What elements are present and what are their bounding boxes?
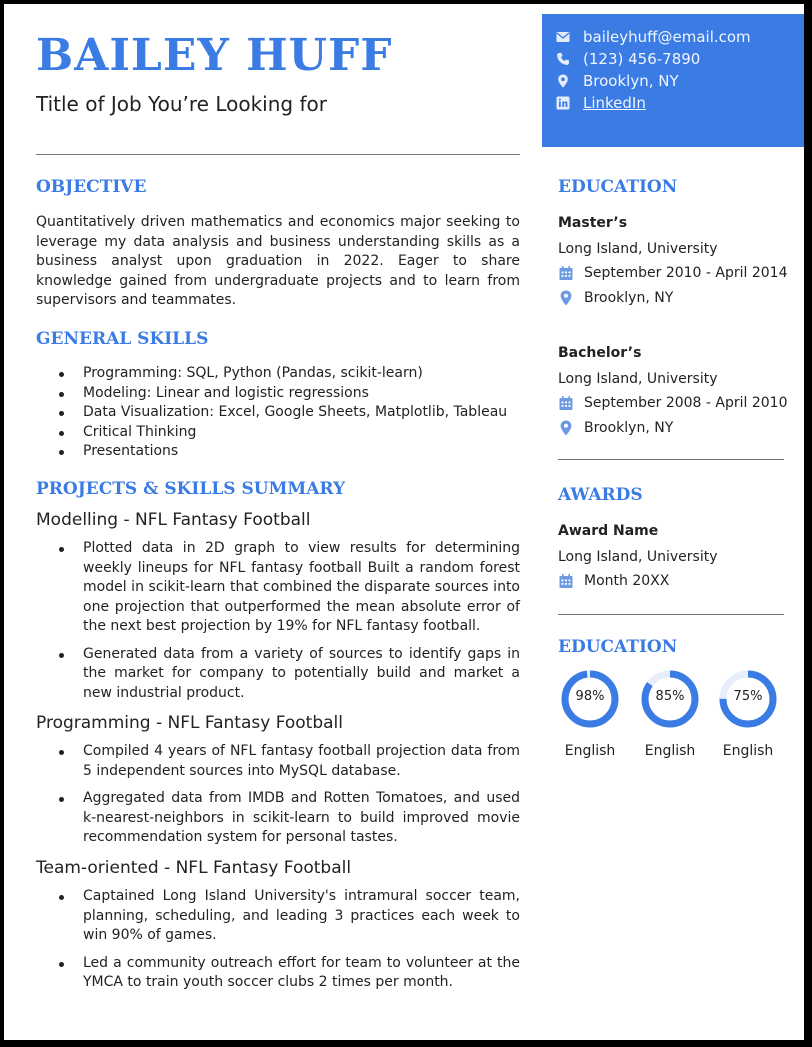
contact-phone: (123) 456-7890 — [583, 50, 701, 68]
skills-list — [36, 364, 520, 462]
objective-heading: OBJECTIVE — [36, 177, 147, 197]
education-dates: September 2008 - April 2010 — [584, 395, 788, 411]
linkedin-link[interactable]: LinkedIn — [583, 94, 646, 112]
phone-icon — [556, 52, 570, 66]
contact-email[interactable]: baileyhuff@email.com — [583, 28, 751, 46]
education-location: Brooklyn, NY — [584, 290, 674, 306]
education-dates-row — [558, 265, 788, 281]
gauge-percent: 75% — [733, 689, 763, 704]
list-item: Presentations — [36, 442, 520, 462]
contact-email-row — [556, 28, 751, 46]
contact-phone-row — [556, 50, 700, 68]
list-item: Compiled 4 years of NFL fantasy football projection data from 5 independent sources into MySQL database. — [36, 742, 520, 781]
list-item: Data Visualization: Excel, Google Sheets, Matplotlib, Tableau — [36, 403, 520, 423]
list-item: Modeling: Linear and logistic regressions — [36, 384, 520, 404]
envelope-icon — [556, 30, 570, 44]
calendar-icon — [558, 395, 574, 411]
awards-heading: AWARDS — [558, 485, 643, 505]
award-organization: Long Island, University — [558, 549, 718, 565]
project-bullets — [36, 742, 520, 856]
sidebar-divider — [558, 614, 784, 615]
education-dates: September 2010 - April 2014 — [584, 265, 788, 281]
projects-heading: PROJECTS & SKILLS SUMMARY — [36, 479, 346, 499]
gauge-percent: 98% — [575, 689, 605, 704]
education-location: Brooklyn, NY — [584, 420, 674, 436]
education-location-row — [558, 420, 673, 436]
school-name: Long Island, University — [558, 241, 718, 257]
header-divider — [36, 154, 520, 155]
award-name: Award Name — [558, 523, 659, 539]
gauge-label: English — [722, 743, 774, 759]
language-gauge — [560, 669, 620, 759]
project-title: Team-oriented - NFL Fantasy Football — [36, 858, 352, 878]
list-item: Plotted data in 2D graph to view results for determining weekly lineups for NFL fantasy football Built a random forest model in scikit-learn that combined the disparate sources into one projection that outperformed the mean absolute error of the next best projection by 19% for NFL fantasy football. — [36, 539, 520, 637]
resume-page — [4, 4, 804, 1040]
language-gauge — [718, 669, 778, 759]
calendar-icon — [558, 573, 574, 589]
languages-heading: EDUCATION — [558, 637, 678, 657]
language-gauge — [640, 669, 700, 759]
education-location-row — [558, 290, 673, 306]
map-pin-icon — [558, 290, 574, 306]
sidebar-divider — [558, 459, 784, 460]
list-item: Generated data from a variety of sources to identify gaps in the market for company to potentially build and market a new industrial product. — [36, 645, 520, 704]
linkedin-icon — [556, 96, 570, 110]
skills-heading: GENERAL SKILLS — [36, 329, 209, 349]
contact-panel — [542, 14, 804, 147]
job-title: Title of Job You’re Looking for — [36, 92, 327, 116]
award-date-row — [558, 573, 669, 589]
candidate-name: BAILEY HUFF — [36, 30, 393, 81]
award-date: Month 20XX — [584, 573, 670, 589]
list-item: Aggregated data from IMDB and Rotten Tomatoes, and used k-nearest-neighbors in scikit-learn to build improved movie recommendation system for personal tastes. — [36, 789, 520, 848]
education-dates-row — [558, 395, 788, 411]
objective-text: Quantitatively driven mathematics and economics major seeking to leverage my data analysis and business understanding skills as a business analyst upon graduation in 2022. Eager to share knowledge gained from undergraduate projects and to learn from supervisors and teammates. — [36, 214, 520, 308]
project-bullets — [36, 887, 520, 1001]
project-title: Programming - NFL Fantasy Football — [36, 713, 343, 733]
school-name: Long Island, University — [558, 371, 718, 387]
map-pin-icon — [556, 74, 570, 88]
project-title: Modelling - NFL Fantasy Football — [36, 510, 311, 530]
degree-title: Bachelor’s — [558, 345, 642, 361]
contact-linkedin-row — [556, 94, 646, 112]
calendar-icon — [558, 265, 574, 281]
list-item: Programming: SQL, Python (Pandas, scikit-learn) — [36, 364, 520, 384]
gauge-label: English — [644, 743, 696, 759]
list-item: Captained Long Island University's intramural soccer team, planning, scheduling, and leading 3 practices each week to win 90% of games. — [36, 887, 520, 946]
list-item: Critical Thinking — [36, 423, 520, 443]
degree-title: Master’s — [558, 215, 628, 231]
gauge-label: English — [564, 743, 616, 759]
list-item: Led a community outreach effort for team to volunteer at the YMCA to train youth soccer clubs 2 times per month. — [36, 954, 520, 993]
contact-location-row — [556, 72, 679, 90]
project-bullets — [36, 539, 520, 711]
education-heading: EDUCATION — [558, 177, 678, 197]
contact-location: Brooklyn, NY — [583, 72, 679, 90]
gauge-percent: 85% — [655, 689, 685, 704]
map-pin-icon — [558, 420, 574, 436]
